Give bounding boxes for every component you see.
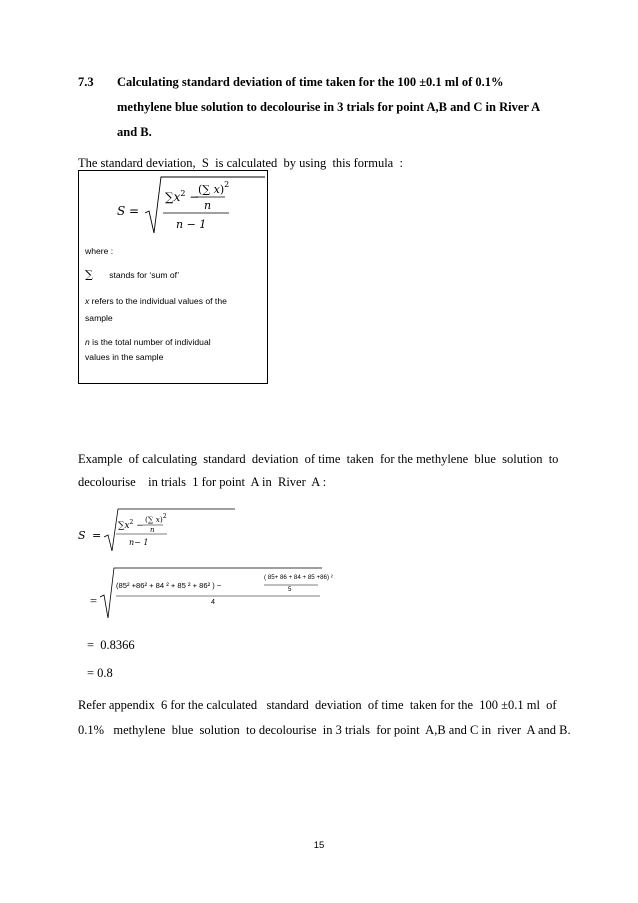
formula-sum-x2: $\sum x^2$ − [165, 189, 200, 204]
section-number: 7.3 [78, 75, 94, 89]
x-variable: x [85, 296, 90, 306]
result-line-1: = 0.8366 [87, 638, 135, 652]
example-sum-x-squared: (∑ x)$^2$ [145, 513, 167, 524]
formula-inner-n: n [204, 199, 212, 212]
substitution-denominator: 4 [211, 597, 215, 606]
formula-box [78, 170, 268, 384]
example-line-1: Example of calculating standard deviation of time taken for the methylene blue solution to [78, 452, 559, 466]
formula-n-minus-1: n − 1 [176, 218, 207, 231]
example-line-2: decolourise in trials 1 for point A in River A : [78, 475, 327, 489]
refer-line-1: Refer appendix 6 for the calculated standard deviation of time taken for the 100 ±0.1 ml of [78, 698, 557, 712]
page-number: 15 [313, 840, 325, 851]
example-formula [70, 505, 270, 555]
example-equals: = [92, 529, 102, 542]
n-variable: n [85, 337, 90, 347]
section-title [117, 70, 597, 145]
substitution-numerator: (85² +86² + 84 ² + 85 ² + 86² ) − [116, 581, 222, 590]
formula-graphic [79, 171, 267, 241]
x-definition [85, 295, 263, 324]
example-n-minus-1: n− 1 [129, 538, 149, 547]
n-definition-line-2: values in the sample [85, 352, 164, 362]
intro-text: The standard deviation, S is calculated by using this formula : [78, 156, 403, 170]
section-title-line-3: and B. [117, 125, 152, 139]
sigma-definition [85, 269, 179, 281]
n-definition [85, 336, 263, 363]
x-definition-text: refers to the individual values of the [89, 296, 227, 306]
n-definition-text: is the total number of individual [89, 337, 211, 347]
substitution-sum-numerator: ( 85+ 86 + 84 + 85 +86) ² [264, 574, 333, 581]
substitution-sum-denominator: 5 [288, 586, 292, 593]
formula-equals: = [129, 204, 140, 218]
formula-sum-x-squared: (∑ x)$^2$ [198, 180, 230, 196]
example-inner-n: n [150, 526, 155, 534]
example-s: S [78, 529, 86, 542]
formula-s: S [117, 204, 126, 218]
section-title-line-2: methylene blue solution to decolourise in 3 trials for point A,B and C in River A [117, 100, 541, 114]
refer-line-2: 0.1% methylene blue solution to decolourise in 3 trials for point A,B and C in river A and B. [78, 723, 571, 737]
example-sum-x2: $\sum x^2$ − [118, 519, 144, 531]
substitution-equals: = [90, 594, 98, 608]
sigma-symbol: ∑ [85, 268, 93, 281]
where-label: where : [85, 246, 114, 256]
x-definition-line-2: sample [85, 313, 113, 323]
sigma-definition-text: stands for ‘sum of’ [109, 270, 180, 280]
result-line-2: = 0.8 [87, 666, 113, 680]
section-title-line-1: Calculating standard deviation of time taken for the 100 ±0.1 ml of 0.1% [117, 75, 504, 89]
